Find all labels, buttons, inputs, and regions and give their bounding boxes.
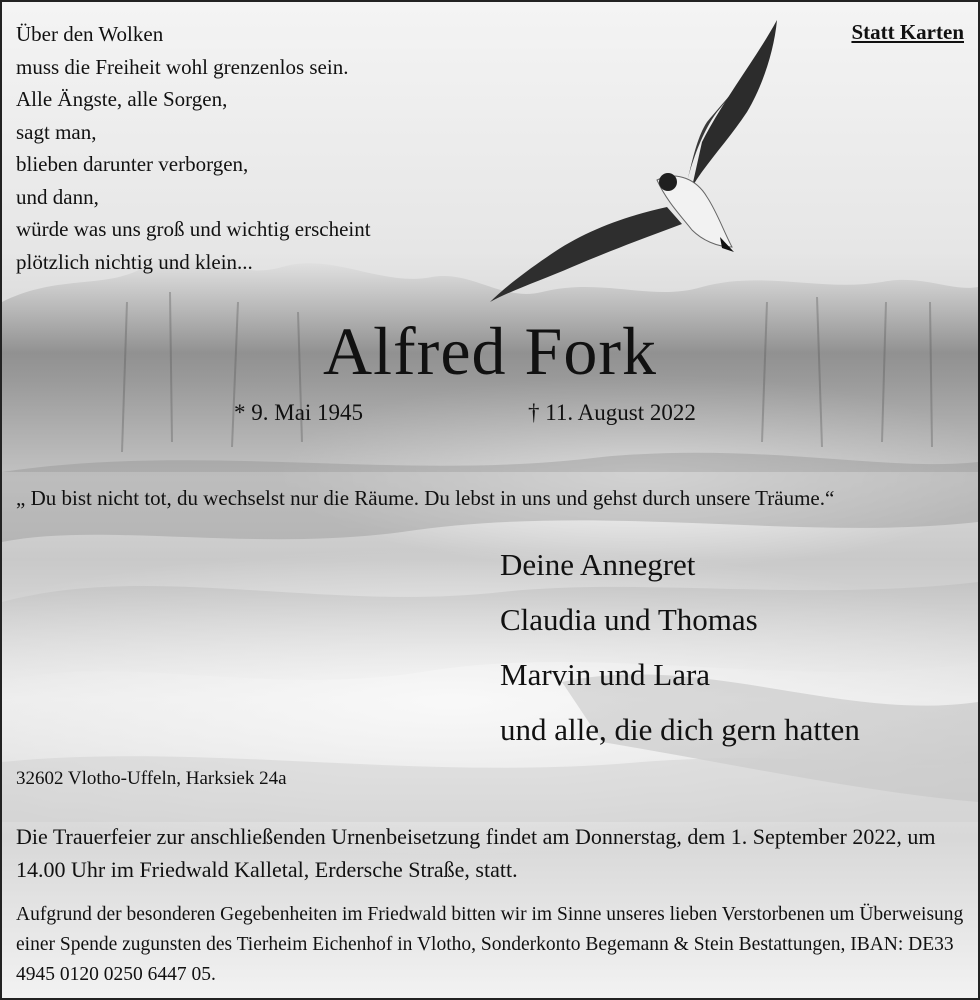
birth-date: * 9. Mai 1945: [234, 400, 364, 425]
ceremony-info: Die Trauerfeier zur anschließenden Urnenbeisetzung findet am Donnerstag, dem 1. September 2022, um 14.00 Uhr im Friedwald Kalletal, Erdersche Straße, statt.: [16, 824, 936, 882]
poem-line: Über den Wolken: [16, 22, 164, 46]
memorial-quote: „ Du bist nicht tot, du wechselst nur die Räume. Du lebst in uns und gehst durch unsere Träume.“: [16, 486, 835, 510]
signer-line: Marvin und Lara: [500, 657, 711, 692]
statt-karten-label: Statt Karten: [851, 20, 964, 44]
donation-info: Aufgrund der besonderen Gegebenheiten im Friedwald bitten wir im Sinne unseres lieben Verstorbenen um Überweisung einer Spende zugunsten des Tierheim Eichenhof in Vlotho, Sonderkonto Begemann & Stein Bestattungen, IBAN: DE33 4945 0120 0250 6447 05.: [16, 904, 964, 985]
poem-line: muss die Freiheit wohl grenzenlos sein.: [16, 54, 349, 79]
signer-line: und alle, die dich gern hatten: [500, 712, 860, 747]
poem-line: plötzlich nichtig und klein...: [16, 249, 253, 274]
signer-line: Deine Annegret: [500, 547, 696, 582]
signers: [500, 537, 860, 757]
poem-line: sagt man,: [16, 119, 97, 144]
seagull-icon: [490, 20, 777, 302]
poem: [16, 18, 371, 278]
signer-line: Claudia und Thomas: [500, 602, 758, 637]
poem-line: würde was uns groß und wichtig erscheint: [16, 217, 371, 241]
death-date: † 11. August 2022: [528, 400, 696, 425]
poem-line: blieben darunter verborgen,: [16, 152, 249, 176]
poem-line: Alle Ängste, alle Sorgen,: [16, 87, 228, 111]
family-address: 32602 Vlotho-Uffeln, Harksiek 24a: [16, 768, 287, 789]
deceased-name: Alfred Fork: [323, 313, 657, 389]
poem-line: und dann,: [16, 184, 99, 209]
